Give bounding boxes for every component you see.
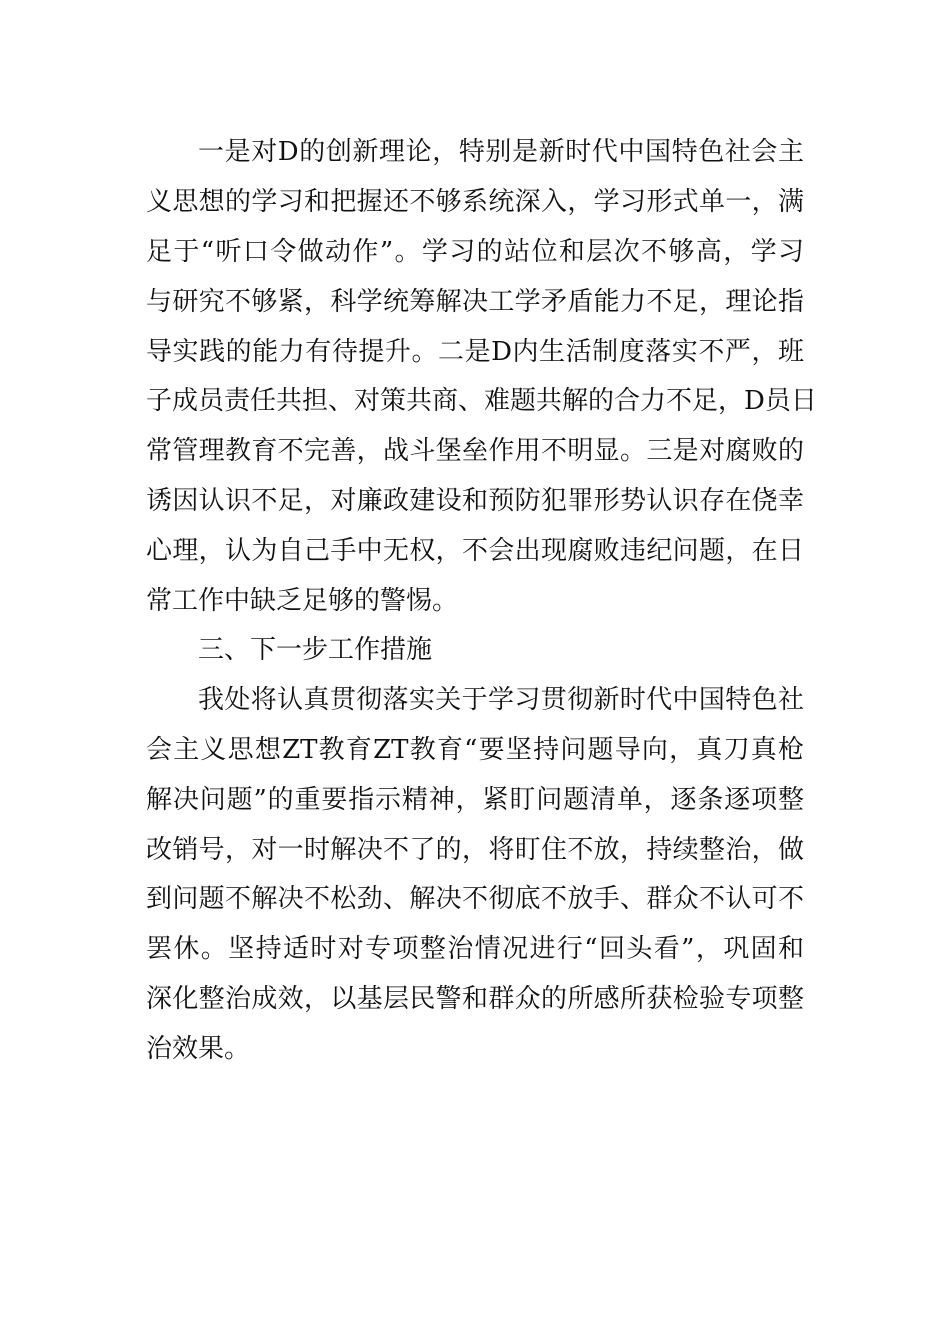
paragraph-line: 导实践的能力有待提升。二是D内生活制度落实不严，班 [146, 337, 804, 367]
paragraph-line: 与研究不够紧，科学统筹解决工学矛盾能力不足，理论指 [146, 287, 804, 317]
paragraph-line: 常管理教育不完善，战斗堡垒作用不明显。三是对腐败的 [146, 436, 804, 466]
section-heading: 三、下一步工作措施 [198, 635, 433, 665]
paragraph-line: 常工作中缺乏足够的警惕。 [146, 586, 459, 616]
paragraph-line: 深化整治成效，以基层民警和群众的所感所获检验专项整 [146, 984, 804, 1014]
paragraph-line: 改销号，对一时解决不了的，将盯住不放，持续整治，做 [146, 835, 804, 865]
paragraph-line: 一是对D的创新理论，特别是新时代中国特色社会主 [198, 137, 804, 167]
paragraph-line: 义思想的学习和把握还不够系统深入，学习形式单一，满 [146, 187, 804, 217]
paragraph-line: 治效果。 [146, 1034, 251, 1064]
paragraph-line: 会主义思想ZT教育ZT教育“要坚持问题导向，真刀真枪 [146, 735, 804, 765]
paragraph-line: 子成员责任共担、对策共商、难题共解的合力不足，D员日 [146, 386, 817, 416]
paragraph-line: 罢休。坚持适时对专项整治情况进行“回头看”，巩固和 [146, 934, 804, 964]
paragraph-line: 足于“听口令做动作”。学习的站位和层次不够高，学习 [146, 237, 804, 267]
paragraph-line: 解决问题”的重要指示精神，紧盯问题清单，逐条逐项整 [146, 785, 804, 815]
paragraph-line: 我处将认真贯彻落实关于学习贯彻新时代中国特色社 [198, 685, 804, 715]
paragraph-line: 到问题不解决不松劲、解决不彻底不放手、群众不认可不 [146, 884, 804, 914]
paragraph-line: 诱因认识不足，对廉政建设和预防犯罪形势认识存在侥幸 [146, 486, 804, 516]
paragraph-line: 心理，认为自己手中无权，不会出现腐败违纪问题，在日 [146, 536, 804, 566]
